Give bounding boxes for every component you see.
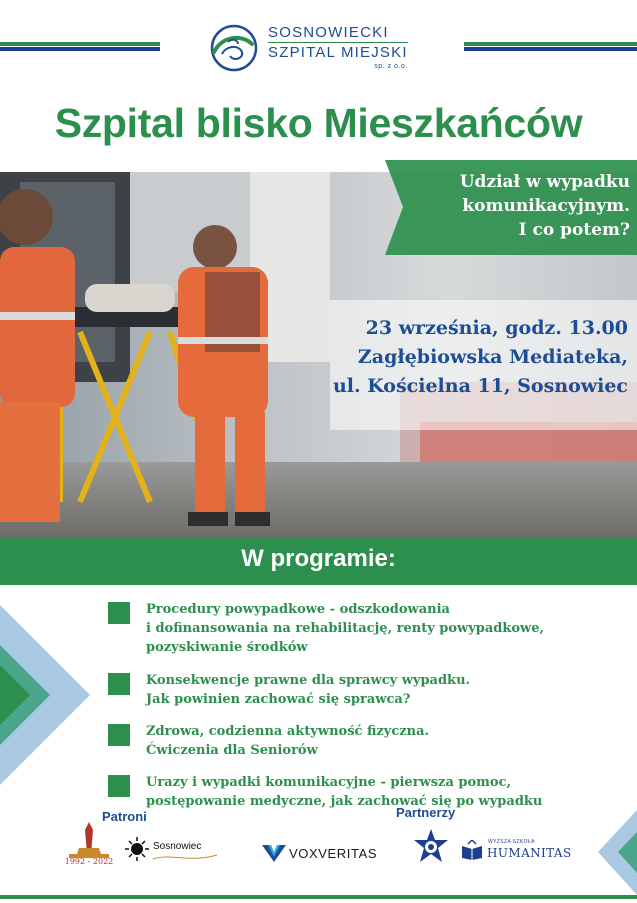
partnerzy-label: Partnerzy [396,805,456,820]
topic-line-2: komunikacyjnym. [462,196,630,216]
program-item-text: Zdrowa, codzienna aktywność fizyczna. Ćwiczenia dla Seniorów [146,724,430,758]
event-details [300,314,628,401]
topic-line-1: Udział w wypadku [459,172,630,192]
humanitas-name: HUMANITAS [487,846,572,860]
humanitas-subtitle: WYŻSZA SZKOŁA [488,839,535,845]
topic-line-3: I co potem? [518,220,630,240]
bottom-stripe [0,895,637,899]
page-title: Szpital blisko Mieszkańców [54,100,583,146]
voxveritas-name: VOXVERITAS [289,846,378,861]
logo-line-3: sp. z o.o. [374,63,408,70]
top-stripe-left [0,42,160,51]
program-item-text: Procedury powypadkowe - odszkodowania i dofinansowania na rehabilitację, renty powypadkowe, pozyskiwanie środków [146,602,545,655]
event-venue: Zagłębiowska Mediateka, [357,346,628,368]
program-item [108,671,588,709]
program-title: W programie: [241,545,396,572]
hospital-swirl-icon [208,22,260,74]
square-bullet-icon [108,673,130,695]
sosnowiec-name: Sosnowiec [153,841,202,852]
decorative-chevron-left [0,605,90,785]
top-stripe-right [464,42,637,51]
program-item [108,773,588,811]
hospital-logo [208,20,428,82]
program-list [108,600,588,811]
logo-line-2: SZPITAL MIEJSKI [268,44,408,61]
logo-line-1: SOSNOWIECKI [268,24,389,41]
voxveritas-v-icon [262,843,286,863]
humanitas-book-icon [460,840,484,860]
topic-text [395,170,630,242]
jubilee-years: 1992 - 2022 [64,857,114,866]
square-bullet-icon [108,602,130,624]
program-item-text: Urazy i wypadki komunikacyjne - pierwsza pomoc, postępowanie medyczne, jak zachować się po wypadku [146,775,543,809]
program-item [108,722,588,760]
program-item [108,600,588,657]
square-bullet-icon [108,724,130,746]
decorative-chevron-right [598,810,637,895]
program-item-text: Konsekwencje prawne dla sprawcy wypadku. Jak powinien zachować się sprawca? [146,673,471,707]
patroni-label: Patroni [102,809,147,824]
event-address: ul. Kościelna 11, Sosnowiec [332,375,628,397]
square-bullet-icon [108,775,130,797]
police-star-icon [412,828,450,866]
event-date-time: 23 września, godz. 13.00 [365,317,628,339]
